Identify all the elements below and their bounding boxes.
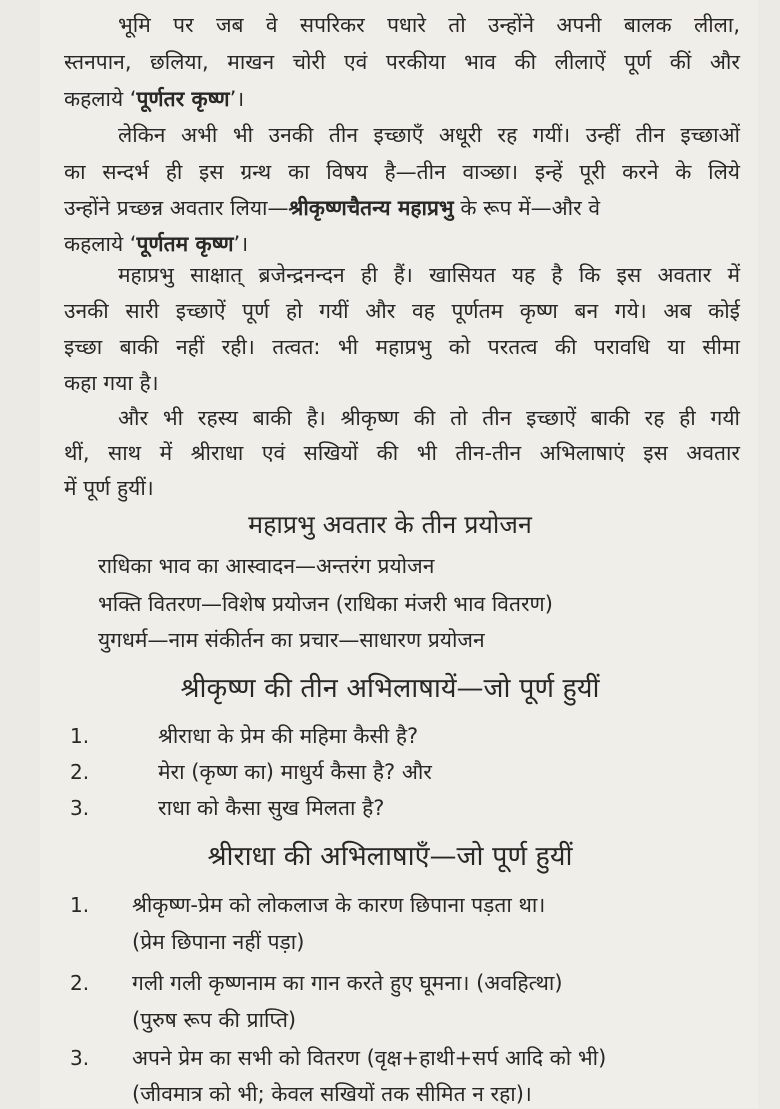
text-line: इच्छा बाकी नहीं रही। तत्वत: भी महाप्रभु को परतत्व की परावधि या सीमा xyxy=(64,335,740,359)
section-heading: श्रीराधा की अभिलाषाएँ—जो पूर्ण हुयीं xyxy=(207,841,573,872)
text-line: महाप्रभु साक्षात् ब्रजेन्द्रनन्दन ही हैं। खासियत यह है कि इस अवतार में xyxy=(118,263,740,287)
text-line: स्तनपान, छलिया, माखन चोरी एवं परकीया भाव की लीलाऐं पूर्ण कीं और xyxy=(64,50,740,74)
text-line: में पूर्ण हुयीं। xyxy=(64,476,154,500)
text-line: और भी रहस्य बाकी है। श्रीकृष्ण की तो तीन इच्छाऐं बाकी रह ही गयी xyxy=(118,406,740,430)
list-item: राधा को कैसा सुख मिलता है? xyxy=(158,796,385,820)
text: के रूप में—और वे xyxy=(453,196,601,220)
text-line: भूमि पर जब वे सपरिकर पधारे तो उन्होंने अपनी बालक लीला, xyxy=(118,13,740,37)
list-number: 3. xyxy=(70,796,90,820)
list-item: भक्ति वितरण—विशेष प्रयोजन (राधिका मंजरी भाव वितरण) xyxy=(98,592,553,616)
text: उन्होंने प्रच्छन्न अवतार लिया— xyxy=(64,196,289,220)
list-item-note: (पुरुष रूप की प्राप्ति) xyxy=(132,1008,297,1032)
text: ’। xyxy=(233,232,249,256)
list-number: 2. xyxy=(70,971,90,995)
list-item: श्रीराधा के प्रेम की महिमा कैसी है? xyxy=(158,724,419,748)
text: कहलाये ‘ xyxy=(64,87,137,111)
list-number: 1. xyxy=(70,893,90,917)
list-item: राधिका भाव का आस्वादन—अन्तरंग प्रयोजन xyxy=(98,554,435,578)
text-line xyxy=(64,84,244,114)
text: कहलाये ‘ xyxy=(64,232,137,256)
list-item: मेरा (कृष्ण का) माधुर्य कैसा है? और xyxy=(158,760,432,784)
section-heading: महाप्रभु अवतार के तीन प्रयोजन xyxy=(248,510,532,539)
bold-term: पूर्णतम कृष्ण xyxy=(136,232,234,256)
list-number: 1. xyxy=(70,724,90,748)
section-heading: श्रीकृष्ण की तीन अभिलाषायें—जो पूर्ण हुयीं xyxy=(180,673,600,704)
list-item: गली गली कृष्णनाम का गान करते हुए घूमना। (अवहित्था) xyxy=(132,971,563,995)
bold-term: श्रीकृष्णचैतन्य महाप्रभु xyxy=(288,196,454,220)
text-line: उनकी सारी इच्छाऐं पूर्ण हो गयीं और वह पूर्णतम कृष्ण बन गये। अब कोई xyxy=(64,299,740,323)
text-line: कहा गया है। xyxy=(64,371,159,395)
list-number: 3. xyxy=(70,1046,90,1070)
text-line: लेकिन अभी भी उनकी तीन इच्छाएँ अधूरी रह गयीं। उन्हीं तीन इच्छाओं xyxy=(118,123,740,147)
list-item: श्रीकृष्ण-प्रेम को लोकलाज के कारण छिपाना पड़ता था। xyxy=(132,893,546,917)
list-item-note: (प्रेम छिपाना नहीं पड़ा) xyxy=(132,930,305,954)
text-line xyxy=(64,229,248,259)
text-line xyxy=(64,193,740,223)
list-item-note: (जीवमात्र को भी; केवल सखियों तक सीमित न रहा)। xyxy=(132,1082,532,1106)
list-number: 2. xyxy=(70,760,90,784)
bold-term: पूर्णतर कृष्ण xyxy=(136,87,230,111)
text-line: थीं, साथ में श्रीराधा एवं सखियों की भी तीन-तीन अभिलाषाएं इस अवतार xyxy=(64,441,740,465)
text: ’। xyxy=(229,87,245,111)
list-item: अपने प्रेम का सभी को वितरण (वृक्ष+हाथी+सर्प आदि को भी) xyxy=(132,1046,607,1070)
text-line: का सन्दर्भ ही इस ग्रन्थ का विषय है—तीन वाञ्छा। इन्हें पूरी करने के लिये xyxy=(64,160,740,184)
list-item: युगधर्म—नाम संकीर्तन का प्रचार—साधारण प्रयोजन xyxy=(98,628,485,652)
